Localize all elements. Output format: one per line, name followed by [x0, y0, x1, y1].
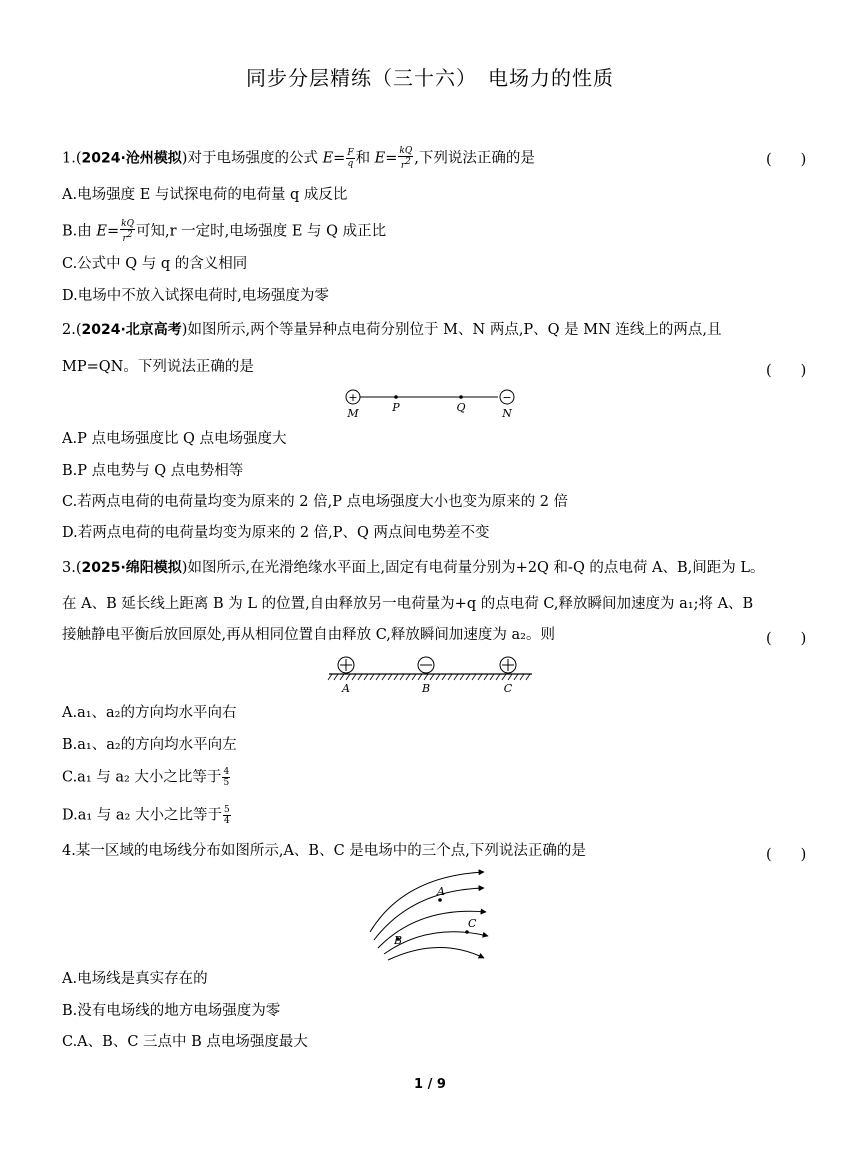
q1-formula-f-over-q: $\frac{F}{q}$: [347, 148, 354, 169]
q3-option-c-numerator: 4: [223, 767, 230, 777]
q2-point-p: [394, 395, 398, 399]
q1-option-d: D.电场中不放入试探电荷时,电场强度为零: [62, 288, 329, 304]
q2-option-b: B.P 点电势与 Q 点电势相等: [62, 463, 244, 479]
q3-charge-a: [338, 657, 354, 673]
q4-figure: [364, 864, 494, 964]
q3-number: 3.(: [62, 560, 82, 576]
q3-stem-line1: [62, 558, 765, 578]
page-number: 1 / 9: [414, 1077, 446, 1092]
q1-formula-kq-over-r2: $\frac{kQ}{r^2}$: [399, 146, 413, 171]
q4-option-b: B.没有电场线的地方电场强度为零: [62, 1003, 281, 1019]
page-title: 同步分层精练（三十六） 电场力的性质: [246, 66, 614, 90]
q4-option-c: C.A、B、C 三点中 B 点电场强度最大: [62, 1034, 308, 1050]
q1-option-c: C.公式中 Q 与 q 的含义相同: [62, 256, 248, 272]
q4-label-c: C: [468, 917, 477, 930]
q3-answer-blank: ( ): [766, 631, 807, 647]
q1-option-a: A.电场强度 E 与试探电荷的电荷量 q 成反比: [62, 187, 348, 203]
q2-stem-line2: MP=QN。下列说法正确的是: [62, 359, 254, 375]
q3-label-b: B: [421, 682, 431, 694]
q3-hatching: [328, 674, 530, 680]
q2-stem-line1: [62, 320, 722, 340]
q2-option-d: D.若两点电荷的电荷量均变为原来的 2 倍,P、Q 两点间电势差不变: [62, 525, 490, 541]
q3-option-c-denominator: 5: [223, 778, 230, 788]
q3-option-d: [62, 805, 232, 826]
q2-figure: [336, 384, 526, 424]
q3-source: 2025·绵阳模拟: [81, 560, 182, 576]
q3-option-c-fraction: [222, 767, 230, 788]
q3-option-c: [62, 767, 231, 788]
q2-option-c: C.若两点电荷的电荷量均变为原来的 2 倍,P 点电场强度大小也变为原来的 2 倍: [62, 494, 569, 510]
q3-option-a: A.a₁、a₂的方向均水平向右: [62, 705, 237, 721]
q3-charge-c: [500, 657, 516, 673]
q2-plus-sign: +: [348, 391, 358, 404]
q4-field-lines: [370, 872, 488, 960]
q1-source: 2024·沧州模拟: [81, 150, 182, 167]
q3-option-c-text: C.a₁ 与 a₂ 大小之比等于: [62, 769, 222, 786]
q3-option-d-denominator: 4: [223, 816, 230, 826]
q2-number: 2.(: [62, 322, 82, 338]
q3-option-d-text: D.a₁ 与 a₂ 大小之比等于: [62, 807, 222, 824]
q3-stem-line3: 接触静电平衡后放回原处,再从相同位置自由释放 C,释放瞬间加速度为 a₂。则: [62, 627, 555, 643]
q3-option-b: B.a₁、a₂的方向均水平向左: [62, 737, 237, 753]
q2-label-q: Q: [456, 401, 466, 414]
q1-stem-text-a: )对于电场强度的公式: [181, 150, 323, 167]
q1-number: 1.(: [62, 150, 82, 167]
q2-stem-text-a: )如图所示,两个等量异种点电荷分别位于 M、N 两点,P、Q 是 MN 连线上的两点,且: [181, 322, 722, 338]
q2-label-p: P: [392, 401, 400, 414]
q1-stem-text-c: ,下列说法正确的是: [414, 150, 535, 167]
q3-charge-b: [418, 657, 434, 673]
q3-stem-line2: 在 A、B 延长线上距离 B 为 L 的位置,自由释放另一电荷量为+q 的点电荷 C,释放瞬间加速度为 a₁;将 A、B: [62, 596, 754, 612]
q3-stem-text-a: )如图所示,在光滑绝缘水平面上,固定有电荷量分别为+2Q 和-Q 的点电荷 A、B,间距为 L。: [181, 560, 765, 576]
q2-minus-sign: −: [502, 391, 512, 404]
q1-stem-text-b: 和: [355, 150, 375, 167]
q1-option-b-text-a: B.由: [62, 223, 97, 240]
q1-option-b-formula: $\frac{kQ}{r^2}$: [121, 219, 134, 244]
q2-point-q: [459, 395, 463, 399]
q2-source: 2024·北京高考: [81, 322, 182, 338]
q4-point-a: [438, 898, 442, 902]
q3-option-d-numerator: 5: [223, 805, 230, 815]
q4-label-a: A: [437, 885, 445, 898]
q3-option-d-fraction: [223, 805, 231, 826]
q2-label-m: M: [347, 407, 359, 420]
q2-option-a: A.P 点电场强度比 Q 点电场强度大: [62, 431, 287, 447]
q3-figure: [326, 652, 536, 694]
q1-option-b-text-b: 可知,r 一定时,电场强度 E 与 Q 成正比: [135, 223, 387, 240]
q4-answer-blank: ( ): [766, 847, 807, 863]
q4-point-c: [465, 930, 469, 934]
q4-label-b: B: [394, 934, 403, 947]
q1-stem: 1.(2024·沧州模拟)对于电场强度的公式 E= $\frac{F}{q}$ 和 E= $\frac{kQ}{r^2}$ ,下列说法正确的是: [62, 146, 535, 171]
q1-option-b: B.由 E= $\frac{kQ}{r^2}$ 可知,r 一定时,电场强度 E 与 Q 成正比: [62, 219, 387, 244]
q1-answer-blank: ( ): [766, 152, 807, 168]
q2-label-n: N: [502, 407, 512, 420]
q3-label-c: C: [503, 682, 513, 694]
q4-stem: 4.某一区域的电场线分布如图所示,A、B、C 是电场中的三个点,下列说法正确的是: [62, 843, 586, 859]
q4-option-a: A.电场线是真实存在的: [62, 971, 208, 987]
q2-answer-blank: ( ): [766, 363, 807, 379]
q3-label-a: A: [342, 682, 350, 694]
